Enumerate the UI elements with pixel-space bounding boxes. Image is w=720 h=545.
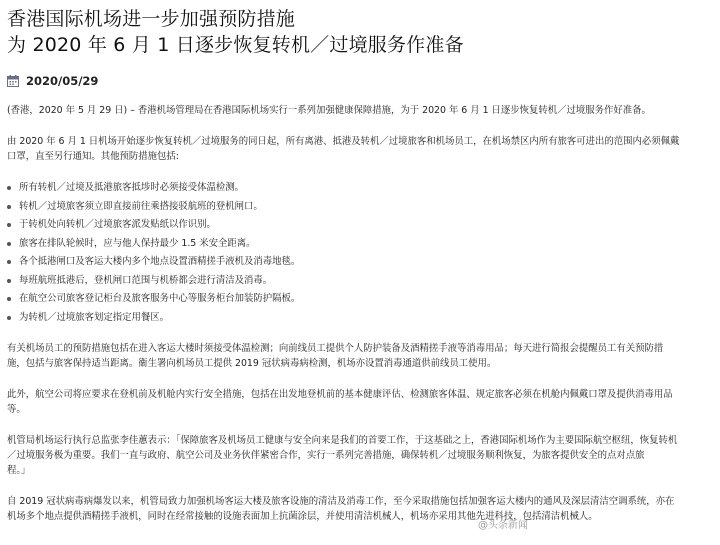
bullet-dot-icon	[7, 186, 11, 190]
list-item	[7, 217, 714, 236]
paragraph-line: 施，包括与旅客保持适当距离。衞生署向机场员工提供 2019 冠状病毒病检测，机场亦设置消毒通道供前线员工使用。	[7, 358, 497, 369]
paragraph-line: 此外，航空公司将应要求在登机前及机舱内实行安全措施，包括在出发地登机前的基本健康评估、检测旅客体温、规定旅客必须在机舱内佩戴口罩及提供消毒用品	[7, 389, 673, 400]
list-item-text: 所有转机／过境及抵港旅客抵埗时必须接受体温检测。	[19, 182, 245, 193]
list-item	[7, 180, 714, 199]
article-title-line-2: 为 2020 年 6 月 1 日逐步恢复转机／过境服务作准备	[7, 34, 464, 56]
paragraph-line: ／过境服务极为重要。我们一直与政府、航空公司及业务伙伴紧密合作，实行一系列完善措施，确保转机／过境服务顺利恢复，为旅客提供安全的点对点旅	[7, 450, 645, 461]
calendar-icon	[7, 75, 19, 87]
paragraph-line: 有关机场员工的预防措施包括在进入客运大楼时须接受体温检测；向前线员工提供个人防护装备及酒精搓手液等消毒用品；每天进行简报会提醒员工有关预防措	[7, 343, 664, 354]
list-item	[7, 291, 714, 310]
list-item-text: 于转机处向转机／过境旅客派发贴纸以作识别。	[19, 219, 216, 230]
bullet-dot-icon	[7, 242, 11, 246]
paragraph-line: 口罩，直至另行通知。其他预防措施包括:	[7, 151, 179, 162]
quote-paragraph	[7, 433, 714, 478]
paragraph-line: 等。	[7, 404, 26, 415]
list-item	[7, 273, 714, 292]
list-item	[7, 310, 714, 329]
publish-date-row	[7, 72, 714, 90]
list-item-text: 在航空公司旅客登记柜台及旅客服务中心等服务柜台加装防护隔板。	[19, 293, 301, 304]
article-title	[7, 6, 714, 58]
list-item	[7, 236, 714, 255]
list-item-text: 转机／过境旅客须立即直接前往乘搭接驳航班的登机闸口。	[19, 200, 263, 212]
publish-date: 2020/05/29	[26, 74, 99, 88]
bullet-dot-icon	[7, 316, 11, 320]
paragraph-line: 程。」	[7, 465, 31, 476]
paragraph-line: 机管局机场运行执行总监张李佳蕙表示：「保障旅客及机场员工健康与安全向来是我们的首要工作，于这基础之上，香港国际机场作为主要国际航空枢纽，恢复转机	[7, 435, 678, 446]
article-title-line-1: 香港国际机场进一步加强预防措施	[7, 8, 296, 30]
measures-intro-paragraph	[7, 134, 714, 164]
bullet-dot-icon	[7, 260, 11, 264]
list-item-text: 各个抵港闸口及客运大楼内多个地点设置酒精搓手液机及消毒地毯。	[19, 256, 301, 267]
list-item	[7, 199, 714, 218]
watermark: @头条新闻	[478, 520, 528, 531]
bullet-dot-icon	[7, 297, 11, 301]
intro-paragraph: (香港，2020 年 5 月 29 日) – 香港机场管理局在香港国际机场实行一系列加强健康保障措施，为于 2020 年 6 月 1 日逐步恢复转机／过境服务作好准备。	[7, 105, 651, 116]
airline-measures-paragraph	[7, 387, 714, 417]
list-item	[7, 254, 714, 273]
paragraph-line: 自 2019 冠状病毒病爆发以来，机管局致力加强机场客运大楼及旅客设施的清洁及消毒工作，至今采取措施包括加强客运大楼内的通风及深层清洁空调系统，亦在	[7, 496, 675, 507]
measures-list	[7, 180, 714, 328]
paragraph-line: 由 2020 年 6 月 1 日机场开始逐步恢复转机／过境服务的同日起，所有离港、抵港及转机／过境旅客和机场员工，在机场禁区内所有旅客可进出的范围内必须佩戴	[7, 136, 680, 147]
list-item-text: 为转机／过境旅客划定指定用餐区。	[19, 311, 170, 323]
list-item-text: 旅客在排队轮候时，应与他人保持最少 1.5 米安全距离。	[19, 237, 256, 249]
staff-measures-paragraph	[7, 341, 714, 371]
paragraph-line: 机场多个地点提供酒精搓手液机，同时在经常接触的设施表面加上抗菌涂层，并使用清洁机械人，机场亦采用其他先进科技，包括清洁机械人。	[7, 511, 598, 522]
cleaning-paragraph	[7, 494, 714, 524]
bullet-dot-icon	[7, 223, 11, 227]
bullet-dot-icon	[7, 205, 11, 209]
bullet-dot-icon	[7, 279, 11, 283]
list-item-text: 每班航班抵港后，登机闸口范围与机桥都会进行清洁及消毒。	[19, 274, 273, 286]
